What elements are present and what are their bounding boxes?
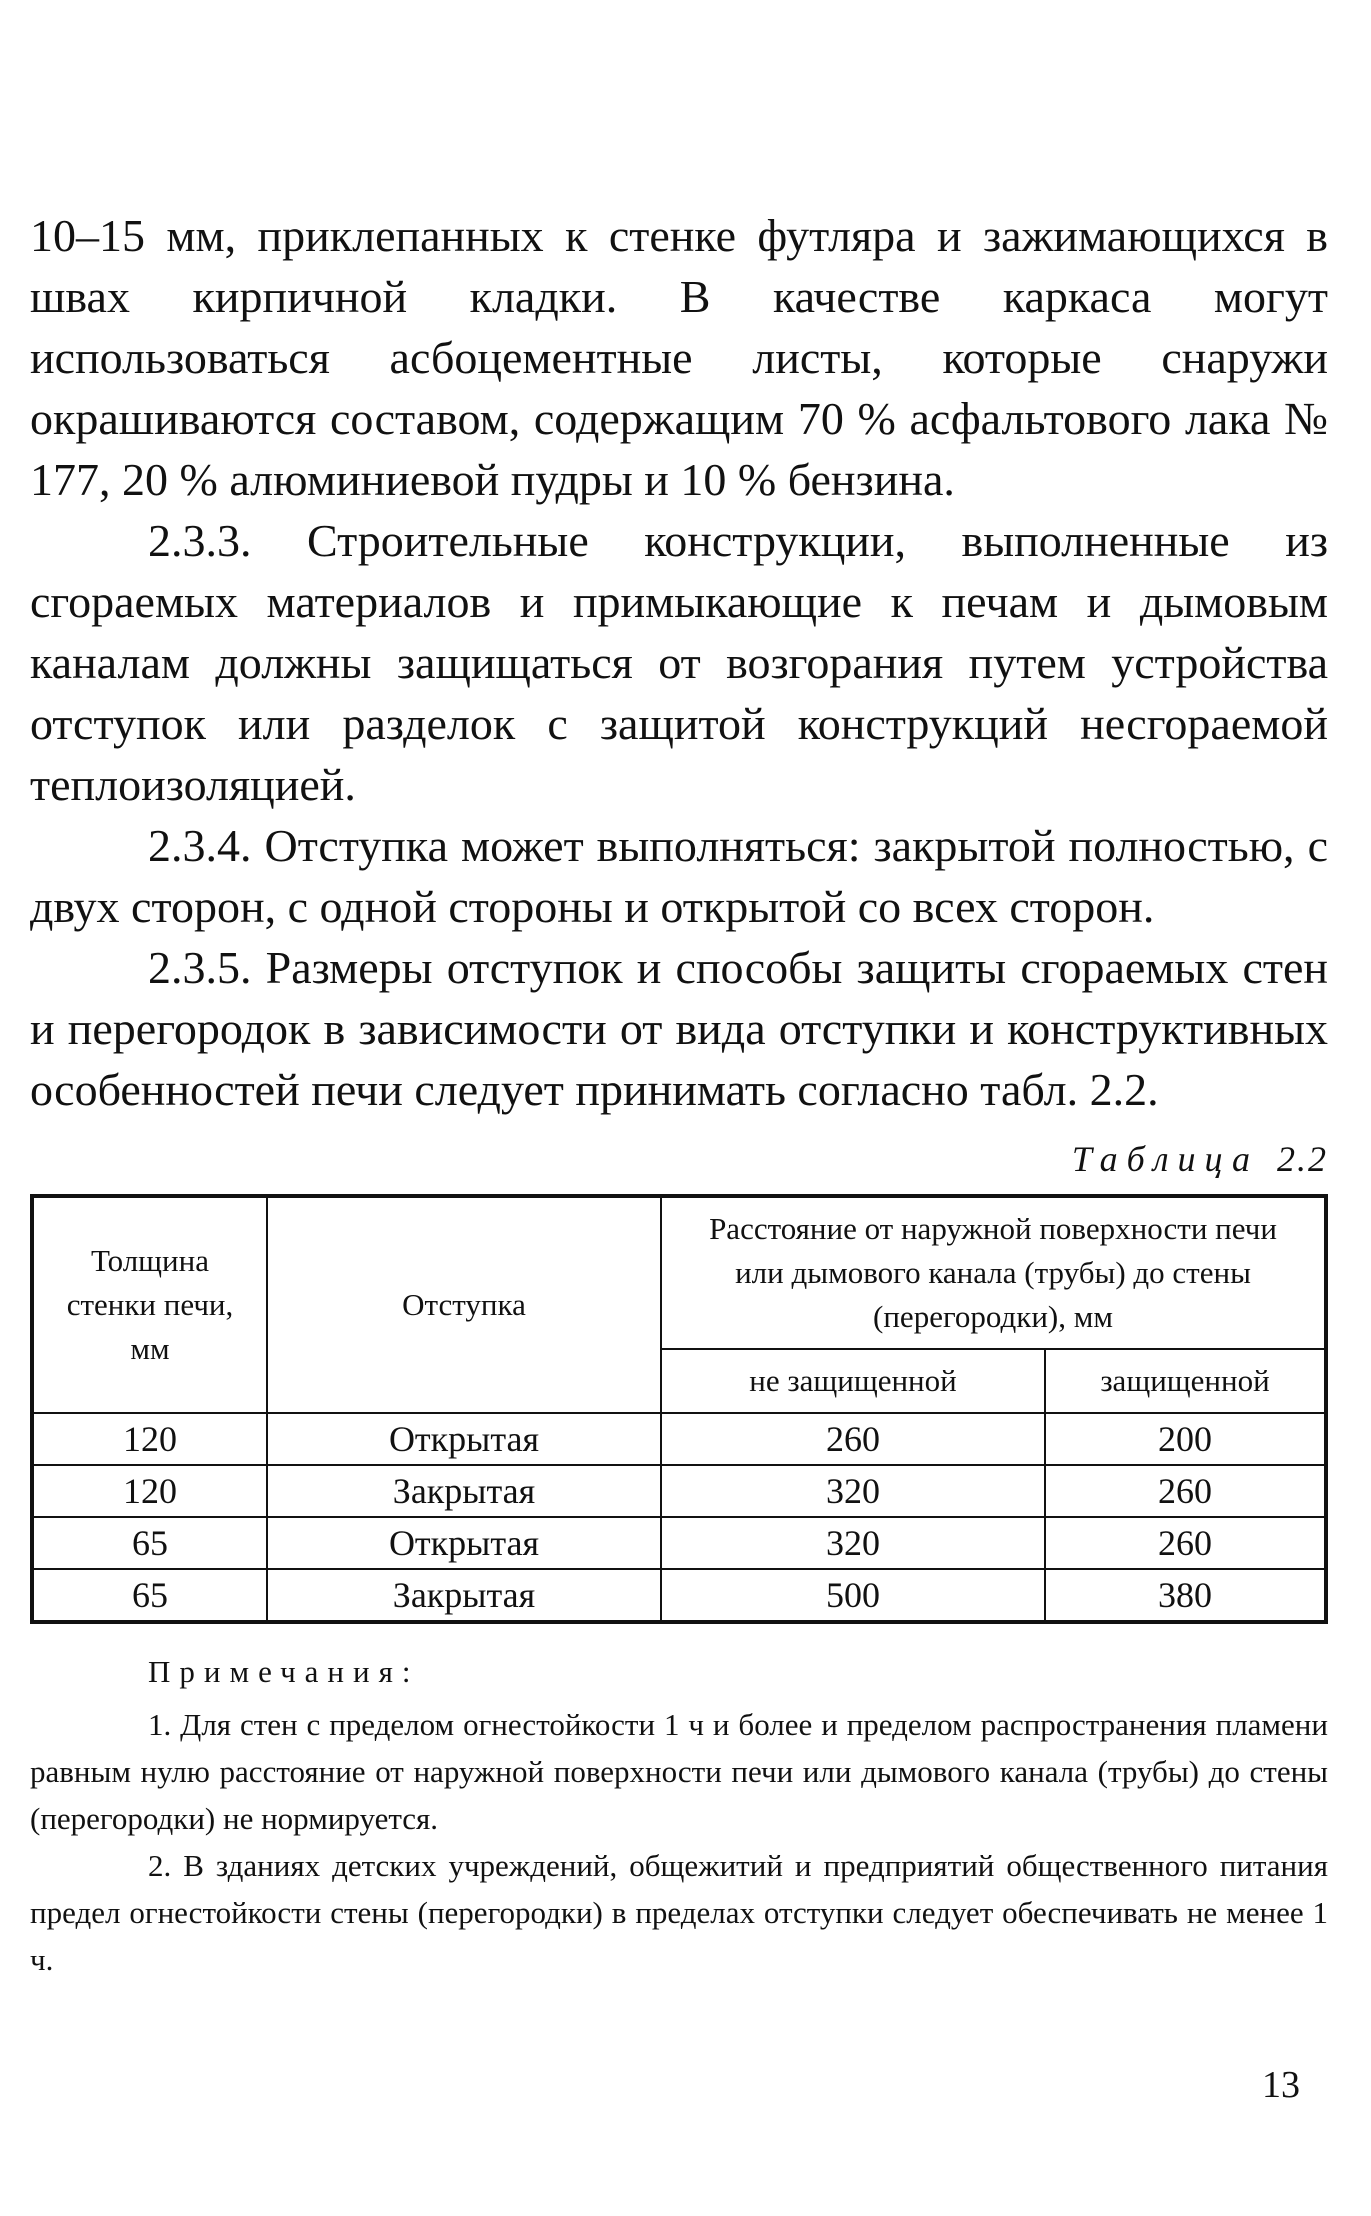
table-caption <box>30 1134 1328 1184</box>
setback-table <box>30 1194 1328 1624</box>
cell-protected: 200 <box>1045 1413 1326 1465</box>
cell-thickness: 120 <box>32 1465 267 1517</box>
cell-protected: 260 <box>1045 1517 1326 1569</box>
cell-setback: Открытая <box>267 1413 661 1465</box>
header-protected: защищенной <box>1045 1349 1326 1413</box>
header-unprotected: не защищенной <box>661 1349 1045 1413</box>
note-item: 1. Для стен с пределом огнестойкости 1 ч и более и пределом распространения пламени равным нулю расстояние от наружной поверхности печи или дымового канала (трубы) до стены (перегородки) не нормируется. <box>30 1707 1328 1836</box>
table-caption-number: 2.2 <box>1277 1139 1328 1179</box>
cell-setback: Открытая <box>267 1517 661 1569</box>
cell-thickness: 65 <box>32 1517 267 1569</box>
header-distance: Расстояние от наружной поверхности печи или дымового канала (трубы) до стены (перегородки), мм <box>661 1196 1326 1349</box>
cell-setback: Закрытая <box>267 1465 661 1517</box>
cell-thickness: 120 <box>32 1413 267 1465</box>
page-number: 13 <box>1262 2064 1300 2106</box>
paragraph-2-3-5: 2.3.5. Размеры отступок и способы защиты сгораемых стен и перегородок в зависимости от вида отступки и конструктивных особенностей печи следует принимать согласно табл. 2.2. <box>30 942 1328 1115</box>
notes <box>30 1648 1328 1983</box>
table-row <box>32 1517 1326 1569</box>
cell-protected: 380 <box>1045 1569 1326 1622</box>
cell-unprotected: 320 <box>661 1465 1045 1517</box>
table-row <box>32 1413 1326 1465</box>
table-row <box>32 1465 1326 1517</box>
header-thickness: Толщина стенки печи, мм <box>32 1196 267 1413</box>
note-item: 2. В зданиях детских учреждений, общежитий и предприятий общественного питания предел огнестойкости стены (перегородки) в пределах отступки следует обеспечивать не менее 1 ч. <box>30 1848 1328 1977</box>
table-caption-word: Таблица <box>1071 1139 1259 1179</box>
paragraph-2-3-4: 2.3.4. Отступка может выполняться: закрытой полностью, с двух сторон, с одной стороны и открытой со всех сторон. <box>30 820 1328 932</box>
cell-unprotected: 260 <box>661 1413 1045 1465</box>
table-row <box>32 1569 1326 1622</box>
paragraph-continuation: 10–15 мм, приклепанных к стенке футляра и зажимающихся в швах кирпичной кладки. В качестве каркаса могут использоваться асбоцементные листы, которые снаружи окрашиваются составом, содержащим 70 % асфальтового лака № 177, 20 % алюминиевой пудры и 10 % бензина. <box>30 210 1328 505</box>
cell-thickness: 65 <box>32 1569 267 1622</box>
cell-unprotected: 500 <box>661 1569 1045 1622</box>
cell-protected: 260 <box>1045 1465 1326 1517</box>
paragraph-2-3-3: 2.3.3. Строительные конструкции, выполненные из сгораемых материалов и примыкающие к печам и дымовым каналам должны защищаться от возгорания путем устройства отступок или разделок с защитой конструкций несгораемой теплоизоляцией. <box>30 515 1328 810</box>
cell-setback: Закрытая <box>267 1569 661 1622</box>
cell-unprotected: 320 <box>661 1517 1045 1569</box>
page-content <box>30 205 1328 1983</box>
header-setback: Отступка <box>267 1196 661 1413</box>
notes-title: Примечания: <box>148 1654 420 1689</box>
